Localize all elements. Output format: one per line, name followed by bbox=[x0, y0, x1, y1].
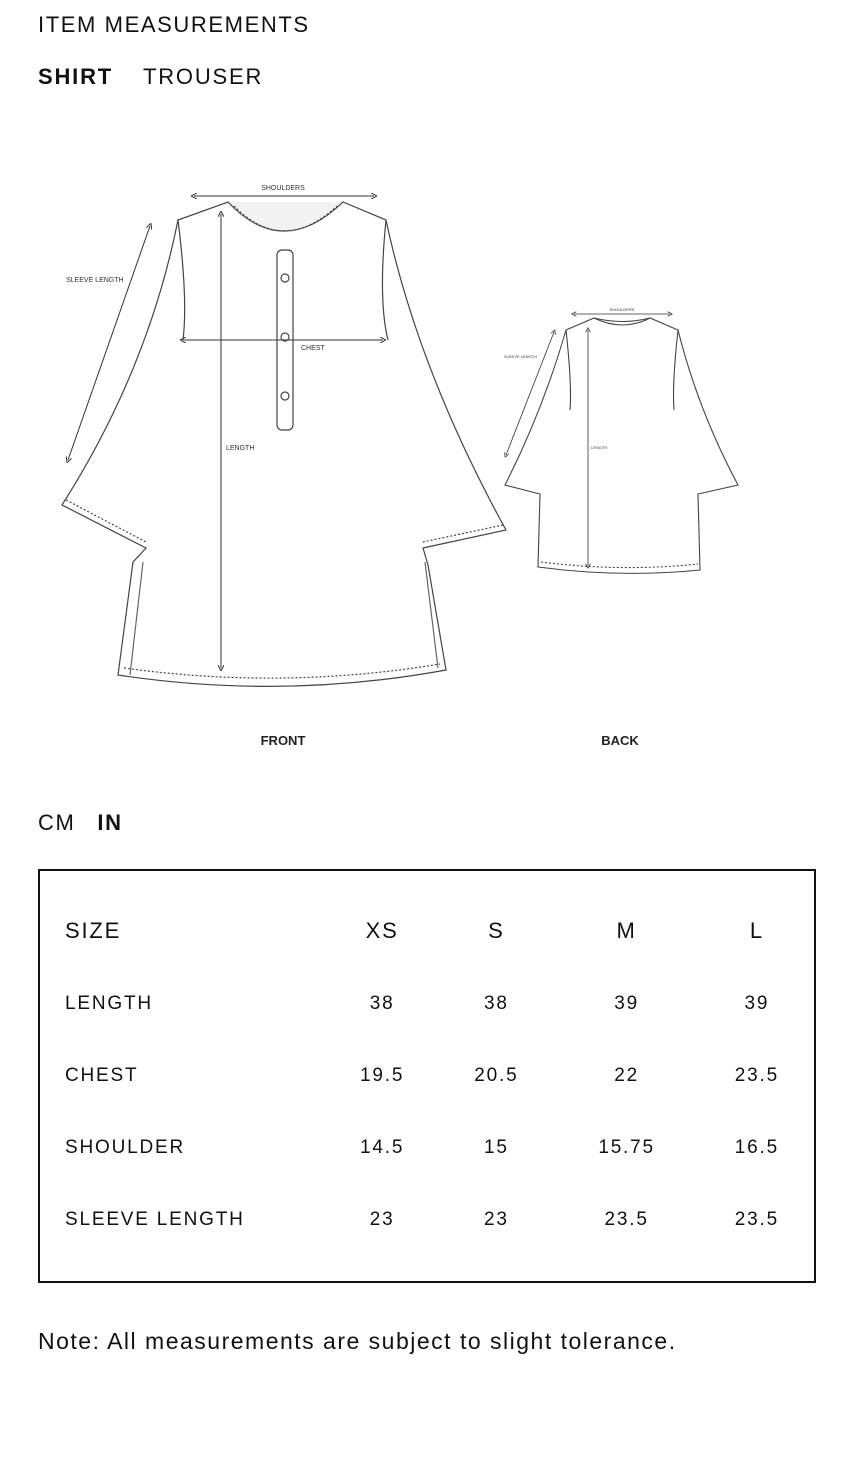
table-row bbox=[40, 968, 814, 1040]
label-back-length: LENGTH bbox=[591, 445, 608, 450]
header-l: L bbox=[749, 917, 764, 943]
table-row bbox=[40, 1184, 814, 1256]
row-label: SLEEVE LENGTH bbox=[65, 1209, 245, 1230]
header-xs: XS bbox=[365, 917, 399, 943]
header-s: S bbox=[488, 917, 505, 943]
garment-tabs bbox=[38, 64, 263, 90]
front-shirt-drawing bbox=[62, 202, 506, 686]
cell-value: 15.75 bbox=[598, 1137, 655, 1158]
cell-value: 39 bbox=[744, 993, 770, 1014]
tab-shirt[interactable]: SHIRT bbox=[38, 64, 113, 89]
cell-value: 15 bbox=[484, 1137, 509, 1158]
tolerance-note: Note: All measurements are subject to slight tolerance. bbox=[38, 1328, 677, 1354]
size-table bbox=[40, 893, 814, 1256]
row-label: CHEST bbox=[65, 1065, 139, 1086]
row-label: SHOULDER bbox=[65, 1137, 185, 1158]
cell-value: 16.5 bbox=[734, 1137, 779, 1158]
cell-value: 38 bbox=[484, 993, 509, 1014]
front-label: FRONT bbox=[260, 733, 306, 748]
back-shirt-drawing bbox=[505, 318, 738, 573]
cell-value: 23.5 bbox=[604, 1209, 649, 1230]
cell-value: 38 bbox=[369, 993, 395, 1014]
label-length: LENGTH bbox=[226, 445, 255, 452]
unit-tab-in[interactable]: IN bbox=[97, 810, 123, 835]
page-title: ITEM MEASUREMENTS bbox=[38, 12, 310, 37]
header-m: M bbox=[616, 917, 637, 943]
header-size: SIZE bbox=[65, 917, 122, 943]
cell-value: 20.5 bbox=[474, 1065, 519, 1086]
cell-value: 22 bbox=[614, 1065, 639, 1086]
cell-value: 23.5 bbox=[734, 1065, 779, 1086]
size-chart bbox=[38, 869, 816, 1283]
label-sleeve-length: SLEEVE LENGTH bbox=[66, 277, 124, 284]
cell-value: 39 bbox=[614, 993, 639, 1014]
table-row bbox=[40, 1112, 814, 1184]
cell-value: 19.5 bbox=[360, 1065, 405, 1086]
table-row bbox=[40, 1040, 814, 1112]
shirt-measurement-diagram bbox=[38, 170, 818, 770]
label-chest: CHEST bbox=[301, 345, 325, 352]
unit-tab-cm[interactable]: CM bbox=[38, 810, 76, 835]
label-back-sleeve-length: SLEEVE LENGTH bbox=[504, 354, 537, 359]
label-back-shoulders: SHOULDERS bbox=[609, 307, 635, 312]
row-label: LENGTH bbox=[65, 993, 153, 1014]
cell-value: 23 bbox=[369, 1209, 395, 1230]
cell-value: 23.5 bbox=[734, 1209, 779, 1230]
table-header-row bbox=[40, 893, 814, 968]
back-label: BACK bbox=[601, 733, 639, 748]
cell-value: 14.5 bbox=[360, 1137, 405, 1158]
unit-tabs bbox=[38, 810, 123, 836]
label-shoulders: SHOULDERS bbox=[261, 185, 305, 192]
cell-value: 23 bbox=[484, 1209, 509, 1230]
tab-trouser[interactable]: TROUSER bbox=[143, 64, 264, 89]
